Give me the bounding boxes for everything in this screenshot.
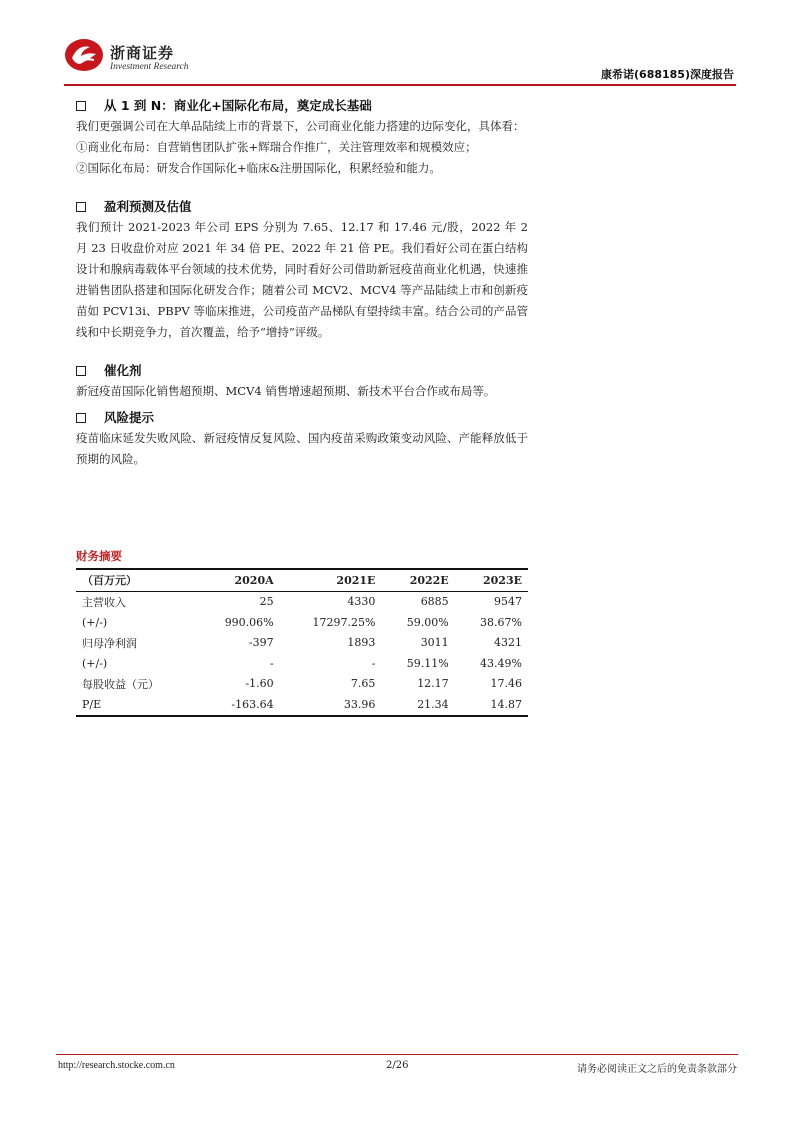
footer-divider — [56, 1054, 738, 1055]
financial-summary-table — [76, 568, 528, 717]
table-cell: 9547 — [494, 595, 522, 609]
main-content — [76, 96, 528, 470]
table-cell: 59.00% — [406, 615, 449, 629]
footer-disclaimer: 请务必阅读正文之后的免责条款部分 — [577, 1064, 737, 1075]
section-catalyst — [76, 361, 528, 402]
table-row — [76, 674, 528, 695]
table-cell: 12.17 — [417, 677, 449, 691]
table-cell: 1893 — [347, 636, 376, 650]
table-cell: P/E — [76, 694, 197, 716]
checkbox-bullet-icon — [76, 366, 86, 376]
table-cell: 6885 — [420, 595, 449, 609]
section-title: 盈利预测及估值 — [76, 197, 528, 217]
paragraph: 新冠疫苗国际化销售超预期、MCV4 销售增速超预期、新技术平台合作或布局等。 — [76, 384, 496, 398]
table-cell: 4321 — [494, 636, 522, 650]
table-cell: 990.06% — [224, 615, 274, 629]
table-cell: 3011 — [420, 636, 449, 650]
column-header: 2022E — [381, 569, 454, 591]
paragraph: 我们预计 2021-2023 年公司 EPS 分别为 7.65、12.17 和 17.46 元/股，2022 年 2 月 23 日收盘价对应 2021 年 34 倍 PE、2022 年 21 倍 PE。我们看好公司在蛋白结构设计和腺病毒载体平台领域的技术优势，同时看好公司借助新冠疫苗商业化机遇，快速推进销售团队搭建和国际化研发合作；随着公司 MCV2、MCV4 等产品陆续上市和创新疫苗如 PCV13i、PBPV 等临床推进，公司疫苗产品梯队有望持续丰富。结合公司的产品管线和中长期竞争力，首次覆盖，给予“增持”评级。 — [76, 220, 528, 339]
report-tag: 康希诺(688185)深度报告 — [601, 68, 734, 81]
table-cell: 17.46 — [490, 677, 522, 691]
logo-text-en: Investment Research — [110, 62, 189, 72]
logo-text-cn: 浙商证券 — [110, 44, 175, 62]
table-cell: - — [269, 656, 274, 670]
zheshang-logo-icon — [64, 38, 104, 72]
paragraph: ①商业化布局：自营销售团队扩张+辉瑞合作推广，关注管理效率和规模效应； — [76, 140, 477, 154]
table-cell: 21.34 — [381, 694, 454, 716]
table-row — [76, 694, 528, 716]
column-header: 2021E — [280, 569, 382, 591]
table-cell: - — [371, 656, 376, 670]
page-header — [64, 38, 736, 84]
table-cell: 4330 — [347, 595, 376, 609]
table-header-row — [76, 569, 528, 591]
table-cell: 25 — [259, 595, 274, 609]
header-divider — [64, 84, 736, 86]
table-cell: 38.67% — [480, 615, 522, 629]
table-row — [76, 653, 528, 674]
paragraph: ②国际化布局：研发合作国际化+临床&注册国际化，积累经验和能力。 — [76, 161, 441, 175]
page-number: 2/26 — [386, 1060, 409, 1071]
table-row — [76, 633, 528, 654]
table-cell: 33.96 — [280, 694, 382, 716]
section-valuation — [76, 197, 528, 343]
section-title: 风险提示 — [76, 408, 528, 428]
section-title: 从 1 到 N：商业化+国际化布局，奠定成长基础 — [76, 96, 528, 116]
section-risk — [76, 408, 528, 470]
table-cell: 59.11% — [406, 656, 449, 670]
paragraph: 疫苗临床延发失败风险、新冠疫情反复风险、国内疫苗采购政策变动风险、产能释放低于预期的风险。 — [76, 431, 528, 466]
section-title: 催化剂 — [76, 361, 528, 381]
table-cell: (+/-) — [82, 656, 108, 670]
column-header: 2020A — [197, 569, 280, 591]
checkbox-bullet-icon — [76, 202, 86, 212]
table-row — [76, 612, 528, 633]
table-cell: (+/-) — [82, 615, 108, 629]
footer-website-link[interactable]: http://research.stocke.com.cn — [58, 1060, 175, 1071]
table-row — [76, 591, 528, 612]
table-cell: 43.49% — [480, 656, 522, 670]
column-header: （百万元） — [76, 569, 197, 591]
table-cell: -163.64 — [197, 694, 280, 716]
financial-summary-title: 财务摘要 — [76, 549, 122, 563]
table-cell: 每股收益（元） — [82, 677, 159, 691]
table-cell: 7.65 — [350, 677, 376, 691]
checkbox-bullet-icon — [76, 101, 86, 111]
table-cell: 14.87 — [455, 694, 528, 716]
table-cell: 归母净利润 — [82, 636, 137, 650]
checkbox-bullet-icon — [76, 413, 86, 423]
table-cell: -1.60 — [245, 677, 274, 691]
table-cell: 17297.25% — [312, 615, 376, 629]
section-commercialization — [76, 96, 528, 179]
table-cell: -397 — [248, 636, 274, 650]
paragraph: 我们更强调公司在大单品陆续上市的背景下，公司商业化能力搭建的边际变化，具体看： — [76, 119, 525, 133]
column-header: 2023E — [455, 569, 528, 591]
table-cell: 主营收入 — [82, 595, 126, 609]
